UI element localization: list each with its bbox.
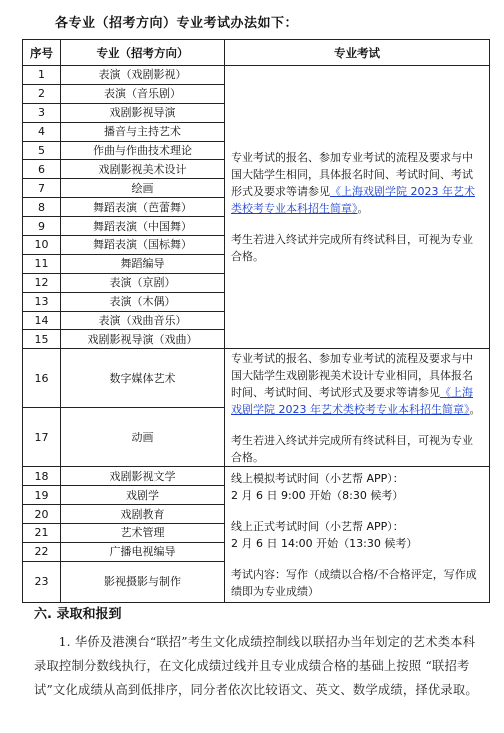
row-major: 播音与主持艺术 <box>61 122 225 141</box>
table-row <box>23 66 490 85</box>
row-number: 13 <box>23 292 61 311</box>
row-major: 戏剧学 <box>61 486 225 505</box>
row-number: 2 <box>23 84 61 103</box>
row-major: 舞蹈编导 <box>61 254 225 273</box>
section-title: 六. 录取和报到 <box>34 607 122 622</box>
formal-exam-label: 线上正式考试时间（小艺帮 APP）： <box>231 519 404 533</box>
row-major: 戏剧影视美术设计 <box>61 160 225 179</box>
sentence-end: 。 <box>469 402 481 416</box>
row-number: 6 <box>23 160 61 179</box>
row-number: 19 <box>23 486 61 505</box>
row-major: 舞蹈表演（中国舞） <box>61 217 225 236</box>
page-heading: 各专业（招考方向）专业考试办法如下： <box>55 16 299 31</box>
row-major: 表演（木偶） <box>61 292 225 311</box>
table-header-row <box>23 40 490 66</box>
header-exam: 专业考试 <box>225 40 490 66</box>
row-number: 4 <box>23 122 61 141</box>
row-number: 18 <box>23 467 61 486</box>
row-number: 1 <box>23 66 61 85</box>
row-number: 7 <box>23 179 61 198</box>
exam-process-text: 专业考试的报名、参加专业考试的流程及要求与中国大陆学生戏剧影视美术设计专业相同，具体报名时间、考试时间、考试形式及要求等请参见 <box>231 351 473 399</box>
row-major: 舞蹈表演（芭蕾舞） <box>61 198 225 217</box>
row-major: 动画 <box>61 408 225 467</box>
formal-exam-time: 2 月 6 日 14:00 开始（13:30 候考） <box>231 536 418 550</box>
row-number: 14 <box>23 311 61 330</box>
row-number: 10 <box>23 236 61 255</box>
row-major: 广播电视编导 <box>61 542 225 561</box>
exam-description-group3 <box>225 467 490 602</box>
header-no: 序号 <box>23 40 61 66</box>
row-major: 表演（音乐剧） <box>61 84 225 103</box>
row-number: 22 <box>23 542 61 561</box>
row-number: 3 <box>23 103 61 122</box>
row-major: 表演（戏剧影视） <box>61 66 225 85</box>
row-number: 12 <box>23 273 61 292</box>
row-number: 16 <box>23 349 61 408</box>
row-major: 戏剧影视导演 <box>61 103 225 122</box>
exam-description-group2 <box>225 349 490 467</box>
row-major: 作曲与作曲技术理论 <box>61 141 225 160</box>
table-row <box>23 467 490 486</box>
row-number: 9 <box>23 217 61 236</box>
header-major: 专业（招考方向） <box>61 40 225 66</box>
table-body <box>23 66 490 603</box>
exam-content-text: 考试内容：写作（成绩以合格/不合格评定，写作成绩即为专业成绩） <box>231 567 477 598</box>
pass-condition-text: 考生若进入终试并完成所有终试科目，可视为专业合格。 <box>231 433 473 464</box>
row-number: 23 <box>23 561 61 602</box>
row-number: 20 <box>23 505 61 524</box>
row-major: 戏剧教育 <box>61 505 225 524</box>
mock-exam-time: 2 月 6 日 9:00 开始（8:30 候考） <box>231 488 404 502</box>
row-number: 8 <box>23 198 61 217</box>
row-number: 15 <box>23 330 61 349</box>
admission-guide-link[interactable]: 《上海戏剧学院 2023 年艺术类校考专业本科招生简章》 <box>231 185 475 216</box>
sentence-end: 。 <box>357 202 369 216</box>
row-major: 艺术管理 <box>61 524 225 543</box>
admission-paragraph: 1. 华侨及港澳台“联招”考生文化成绩控制线以联招办当年划定的艺术类本科录取控制分数线执行，在文化成绩过线并且专业成绩合格的基础上按照 “联招考试”文化成绩从高到低排序，同分者依次比较语文、英文、数学成绩，择优录取。 <box>34 635 478 697</box>
row-number: 17 <box>23 408 61 467</box>
mock-exam-label: 线上模拟考试时间（小艺帮 APP）： <box>231 471 404 485</box>
row-number: 11 <box>23 254 61 273</box>
row-number: 5 <box>23 141 61 160</box>
row-major: 戏剧影视导演（戏曲） <box>61 330 225 349</box>
admission-guide-link[interactable]: 《上海戏剧学院 2023 年艺术类校考专业本科招生简章》 <box>231 385 473 416</box>
row-major: 影视摄影与制作 <box>61 561 225 602</box>
table-row <box>23 349 490 408</box>
row-number: 21 <box>23 524 61 543</box>
exam-methods-table <box>22 39 490 603</box>
row-major: 舞蹈表演（国标舞） <box>61 236 225 255</box>
row-major: 表演（戏曲音乐） <box>61 311 225 330</box>
exam-description-group1 <box>225 66 490 349</box>
row-major: 戏剧影视文学 <box>61 467 225 486</box>
pass-condition-text: 考生若进入终试并完成所有终试科目，可视为专业合格。 <box>231 233 473 264</box>
row-major: 数字媒体艺术 <box>61 349 225 408</box>
row-major: 绘画 <box>61 179 225 198</box>
row-major: 表演（京剧） <box>61 273 225 292</box>
exam-process-text: 专业考试的报名、参加专业考试的流程及要求与中国大陆学生相同，具体报名时间、考试时间、考试形式及要求等请参见 <box>231 151 473 199</box>
